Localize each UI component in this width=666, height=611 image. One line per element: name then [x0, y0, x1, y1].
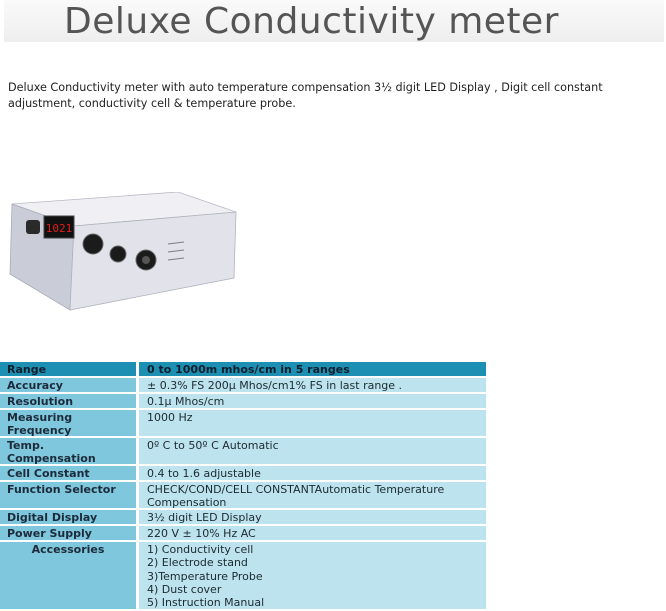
title-banner	[4, 0, 664, 42]
table-row	[0, 378, 486, 392]
spec-value: 0.1µ Mhos/cm	[139, 394, 486, 408]
spec-value: 0.4 to 1.6 adjustable	[139, 466, 486, 480]
power-switch-icon	[26, 220, 40, 234]
spec-label: Accessories	[0, 542, 136, 609]
function-knob-center	[142, 256, 150, 264]
spec-value: 3½ digit LED Display	[139, 510, 486, 524]
spec-value: 0 to 1000m mhos/cm in 5 ranges	[139, 362, 486, 376]
list-item: 5) Instruction Manual	[147, 596, 265, 610]
table-row	[0, 510, 486, 524]
spec-value: ± 0.3% FS 200µ Mhos/cm1% FS in last range .	[139, 378, 486, 392]
spec-label: Digital Display	[0, 510, 136, 524]
spec-label: Accuracy	[0, 378, 136, 392]
accessories-list	[139, 542, 486, 609]
list-item: 2) Electrode stand	[147, 556, 248, 570]
table-row	[0, 526, 486, 540]
spec-label: Function Selector	[0, 482, 136, 508]
spec-table	[0, 362, 486, 611]
list-item: 1) Conductivity cell	[147, 543, 254, 556]
spec-label: Cell Constant	[0, 466, 136, 480]
table-row	[0, 482, 486, 508]
spec-value: CHECK/COND/CELL CONSTANTAutomatic Temperature Compensation	[139, 482, 486, 508]
table-row	[0, 438, 486, 464]
spec-label: Power Supply	[0, 526, 136, 540]
spec-label: Temp. Compensation	[0, 438, 136, 464]
spec-value: 1000 Hz	[139, 410, 486, 436]
table-row-accessories	[0, 542, 486, 609]
spec-label: Resolution	[0, 394, 136, 408]
led-reading: 1021	[45, 222, 73, 235]
product-image	[8, 192, 240, 312]
table-row	[0, 466, 486, 480]
conductivity-meter-illustration	[8, 192, 240, 312]
product-description: Deluxe Conductivity meter with auto temperature compensation 3½ digit LED Display , Digit cell constant adjustment, conductivity cell & temperature probe.	[8, 81, 603, 110]
spec-value: 220 V ± 10% Hz AC	[139, 526, 486, 540]
spec-label: Range	[0, 362, 136, 376]
spec-value: 0º C to 50º C Automatic	[139, 438, 486, 464]
range-knob-icon	[83, 234, 103, 254]
table-row	[0, 362, 486, 376]
list-item: 3)Temperature Probe	[147, 569, 263, 583]
list-item: 4) Dust cover	[147, 582, 222, 596]
table-row	[0, 410, 486, 436]
cell-constant-knob-icon	[110, 246, 126, 262]
table-row	[0, 394, 486, 408]
page-title: Deluxe Conductivity meter	[64, 1, 559, 42]
spec-label: Measuring Frequency	[0, 410, 136, 436]
